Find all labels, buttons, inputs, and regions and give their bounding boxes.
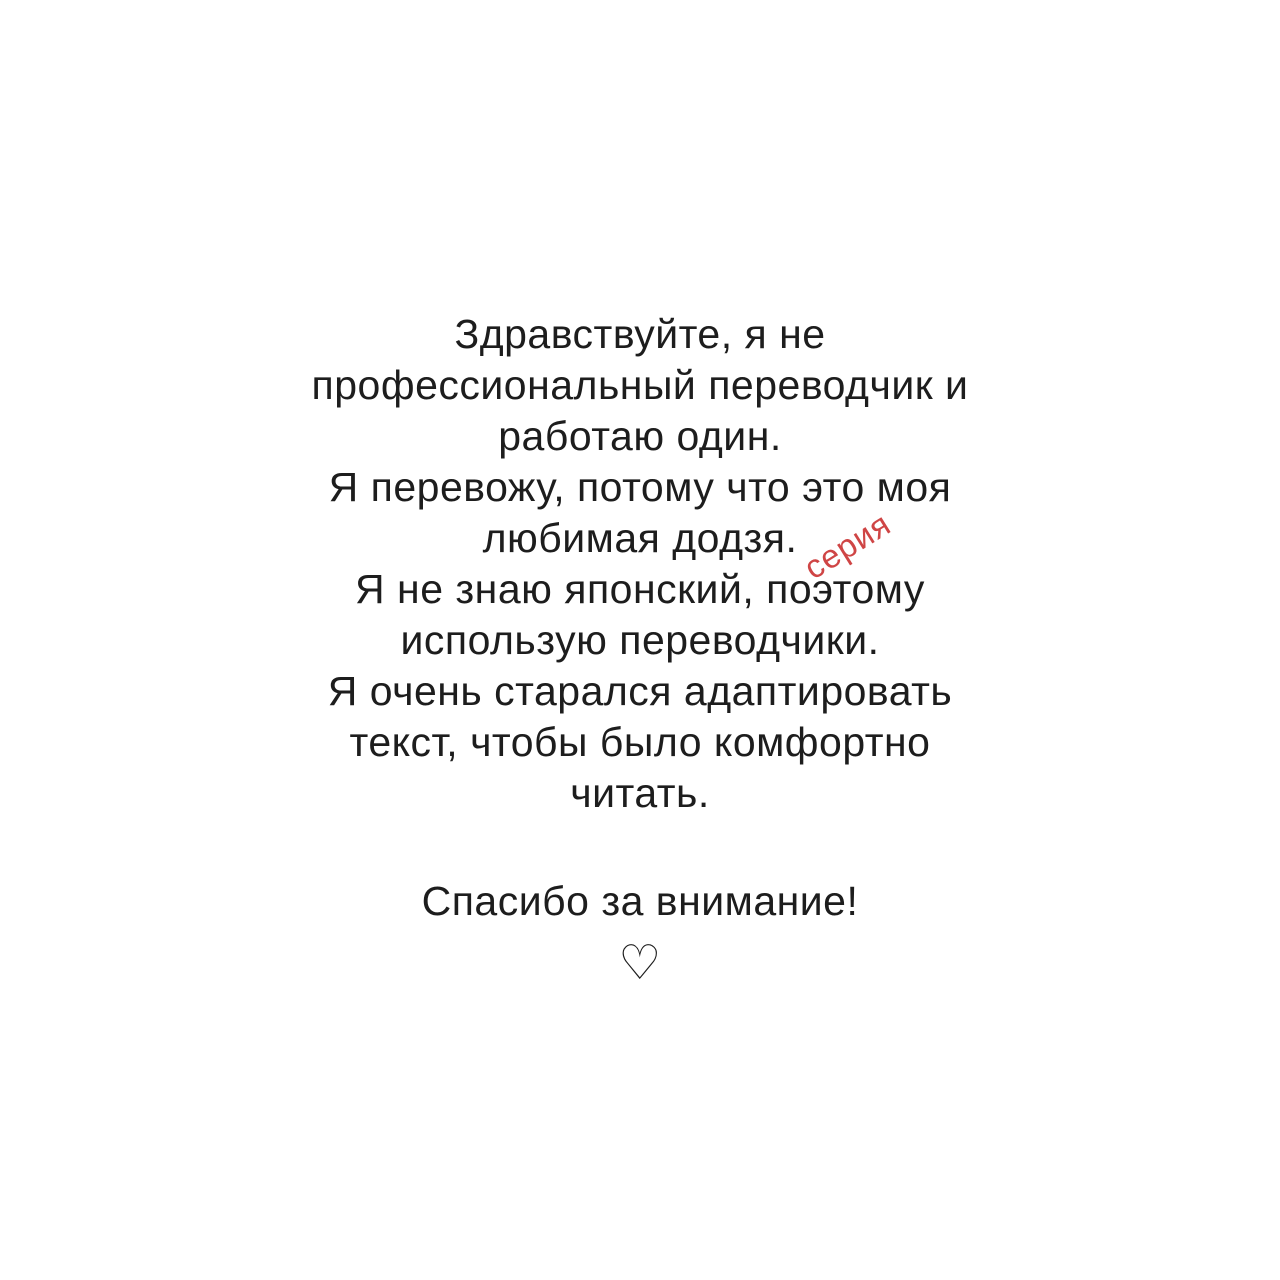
note-line-10-text: читать.: [570, 770, 710, 816]
thanks-line: [0, 876, 1280, 927]
note-line-3-text: работаю один.: [498, 413, 782, 459]
note-text-block: [0, 309, 1280, 989]
note-line-7: [0, 615, 1280, 666]
note-line-4: [0, 462, 1280, 513]
note-line-6: [0, 564, 1280, 615]
thanks-text: Спасибо за внимание!: [421, 878, 859, 924]
note-line-6-text: Я не знаю японский, поэтому: [355, 566, 925, 612]
note-line-1: [0, 309, 1280, 360]
note-line-5: [0, 504, 1280, 587]
note-line-8: [0, 666, 1280, 717]
note-line-10: [0, 768, 1280, 819]
note-line-9: [0, 717, 1280, 768]
note-line-3: [0, 411, 1280, 462]
note-line-5-text: любимая додзя.: [482, 515, 798, 561]
note-line-7-text: использую переводчики.: [400, 617, 880, 663]
heart-outline-icon: ♡: [618, 935, 662, 991]
red-annotation-seriya: серия: [797, 504, 898, 587]
note-line-1-text: Здравствуйте, я не: [454, 311, 826, 357]
note-line-4-text: Я перевожу, потому что это моя: [328, 464, 952, 510]
note-line-2-text: профессиональный переводчик и: [311, 362, 969, 408]
note-line-8-text: Я очень старался адаптировать: [327, 668, 953, 714]
note-line-9-text: текст, чтобы было комфортно: [349, 719, 931, 765]
note-line-2: [0, 360, 1280, 411]
